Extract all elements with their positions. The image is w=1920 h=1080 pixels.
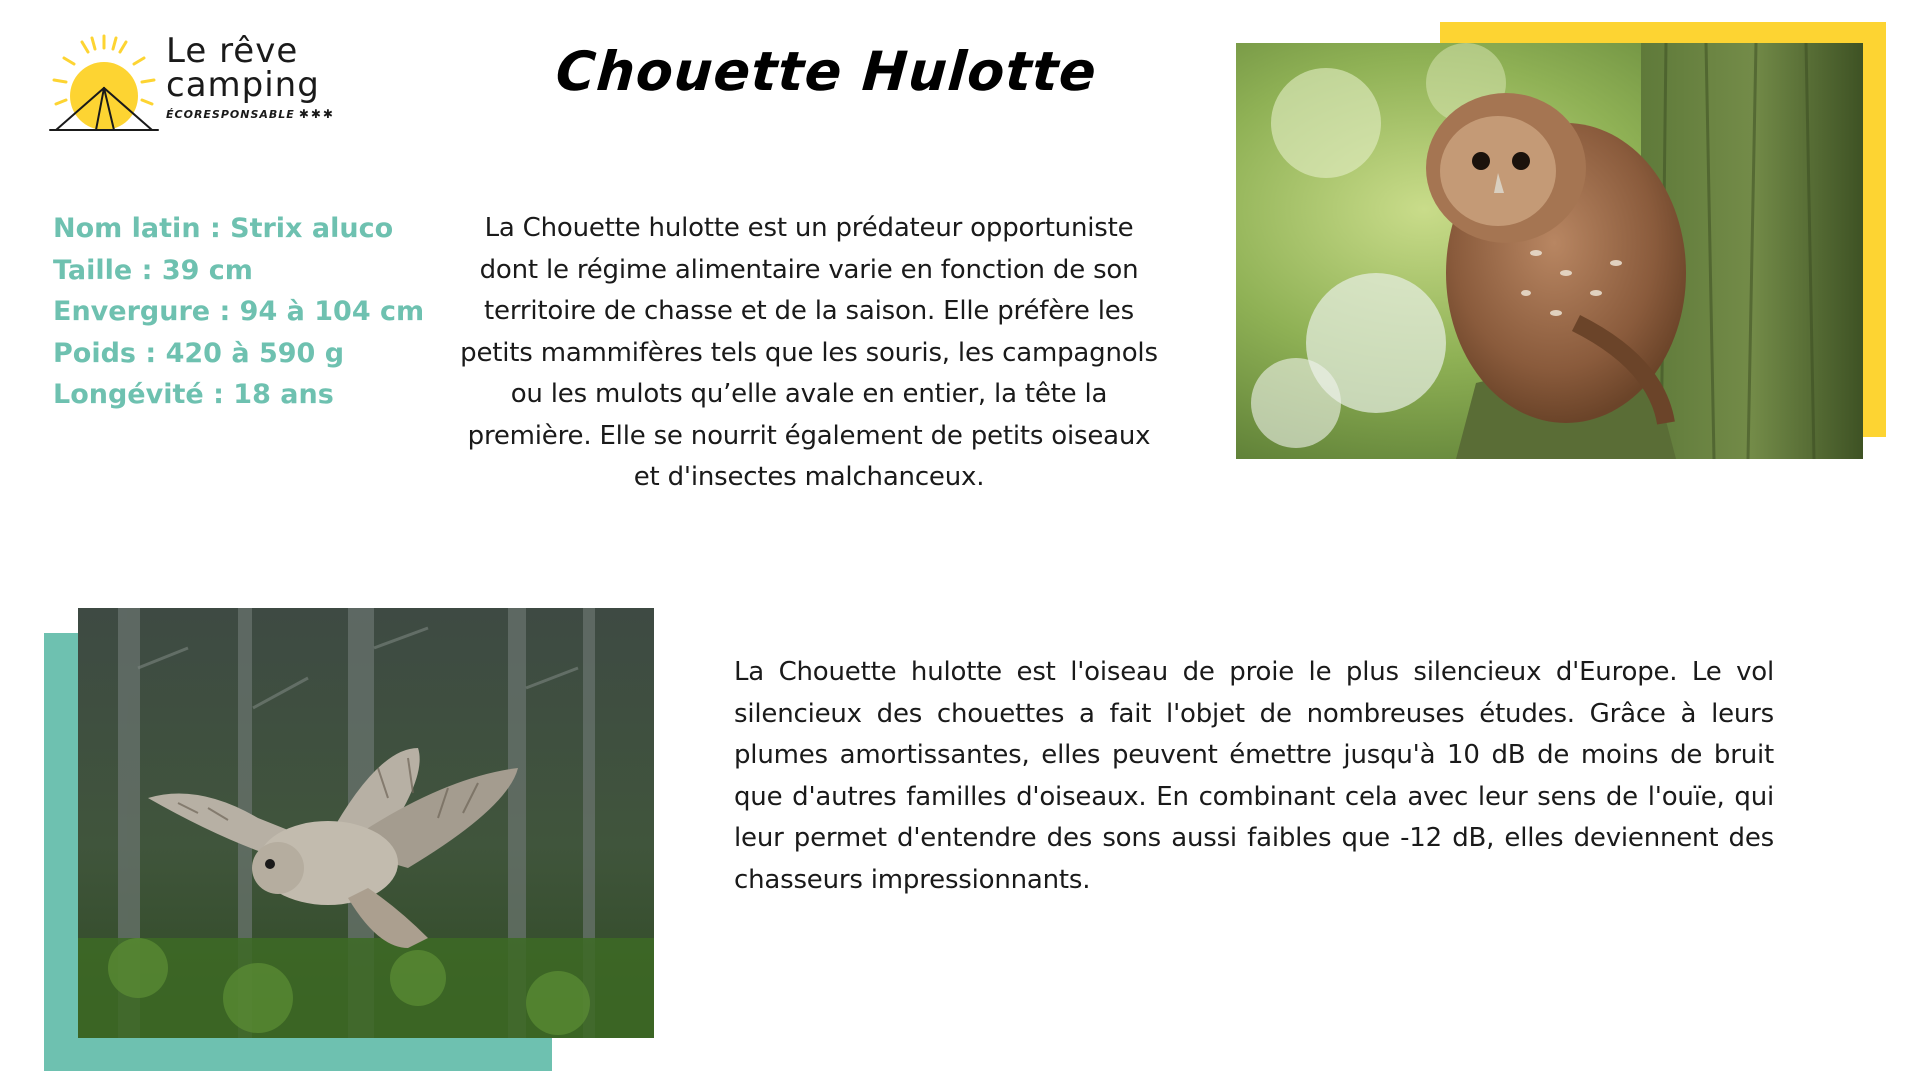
fact-longevity: Longévité : 18 ans [53,379,334,410]
facts-list [53,208,424,416]
fact-size: Taille : 39 cm [53,254,253,286]
logo-stars: ✱✱✱ [298,107,335,121]
perched-owl-photo [1236,43,1863,459]
logo-text [166,31,335,121]
sun-tent-logo-icon [44,30,164,134]
fact-wingspan: Envergure : 94 à 104 cm [53,296,425,327]
fact-weight: Poids : 420 à 590 g [53,337,345,369]
fact-latin-name: Nom latin : Strix aluco [53,213,394,244]
logo-tagline-text: ÉCORESPONSABLE [166,108,295,121]
flying-owl-photo [78,608,654,1038]
page-title: Chouette Hulotte [553,40,1099,103]
logo-tagline [166,108,335,120]
diet-paragraph: La Chouette hulotte est un prédateur opportuniste dont le régime alimentaire varie en fonction de son territoire de chasse et de la saison. Elle préfère les petits mammifères tels que les souris, les campagnols ou les mulots qu’elle avale en entier, la tête la première. Elle se nourrit également de petits oiseaux et d'insectes malchanceux. [460,213,1158,492]
logo [44,30,364,140]
logo-line-1: Le rêve [166,31,299,71]
logo-line-2: camping [166,65,320,105]
silent-flight-paragraph: La Chouette hulotte est l'oiseau de proie le plus silencieux d'Europe. Le vol silencieux des chouettes a fait l'objet de nombreuses études. Grâce à leurs plumes amortissantes, elles peuvent émettre jusqu'à 10 dB de moins de bruit que d'autres familles d'oiseaux. En combinant cela avec leur sens de l'ouïe, qui leur permet d'entendre des sons aussi faibles que -12 dB, elles deviennent des chasseurs impressionnants. [734,657,1774,895]
